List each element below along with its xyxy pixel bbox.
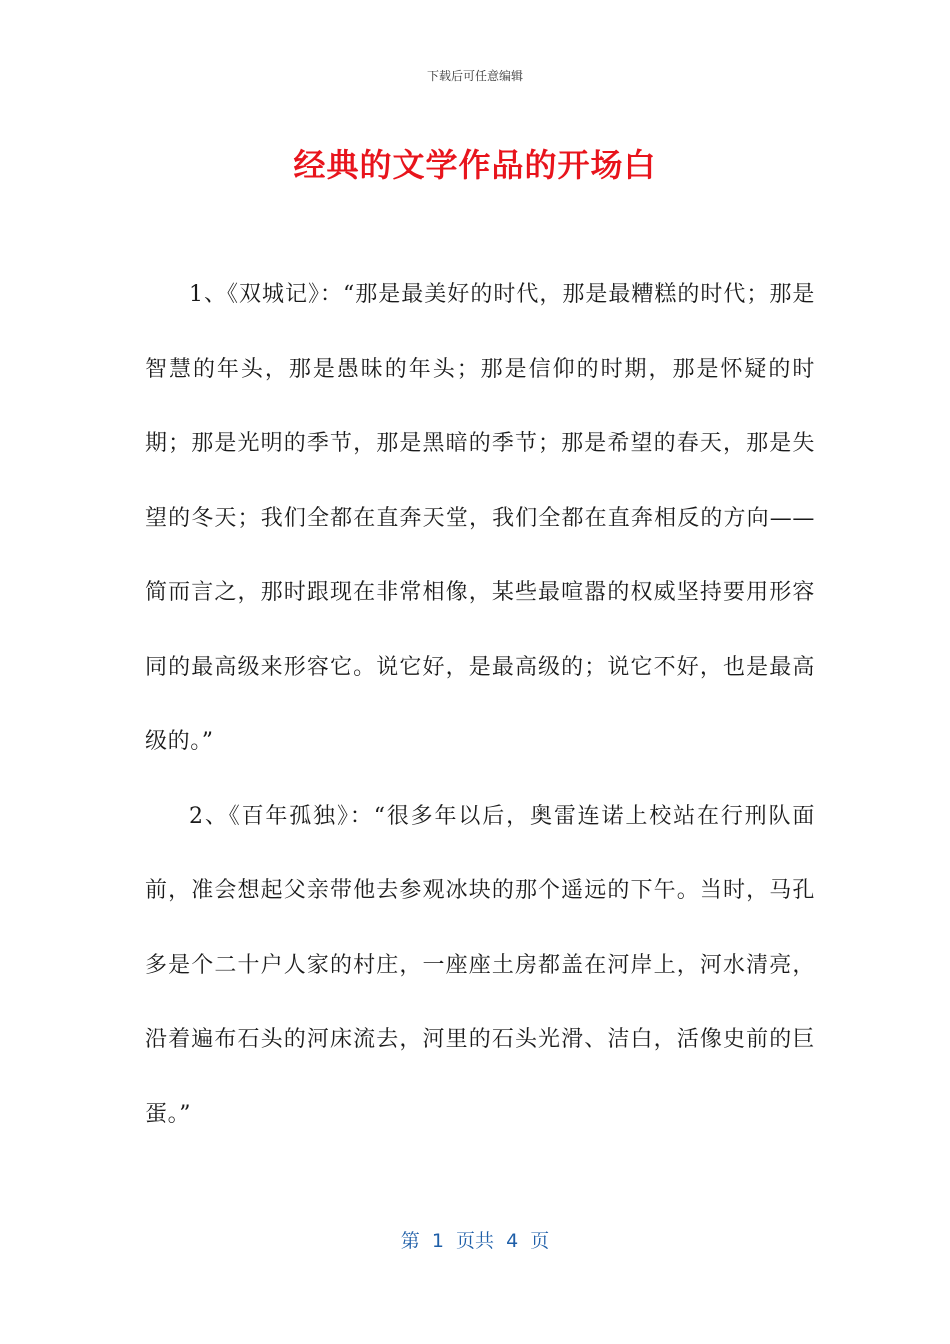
paragraph-1: 1、《双城记》：“那是最美好的时代，那是最糟糕的时代；那是智慧的年头，那是愚昧的年头；那是信仰的时期，那是怀疑的时期；那是光明的季节，那是黑暗的季节；那是希望的春天，那是失望的冬天；我们全都在直奔天堂，我们全都在直奔相反的方向——简而言之，那时跟现在非常相像，某些最喧嚣的权威坚持要用形容同的最高级来形容它。说它好，是最高级的；说它不好，也是最高级的。” — [145, 282, 815, 754]
document-title: 经典的文学作品的开场白 — [293, 146, 657, 184]
page-number-footer: 第 1 页共 4 页 — [400, 1230, 550, 1252]
document-body — [145, 258, 815, 1152]
paragraph-2: 2、《百年孤独》：“很多年以后，奥雷连诺上校站在行刑队面前，准会想起父亲带他去参观冰块的那个遥远的下午。当时，马孔多是个二十户人家的村庄，一座座土房都盖在河岸上，河水清亮，沿着遍布石头的河床流去，河里的石头光滑、洁白，活像史前的巨蛋。” — [145, 803, 815, 1127]
header-note: 下载后可任意编辑 — [426, 69, 523, 83]
